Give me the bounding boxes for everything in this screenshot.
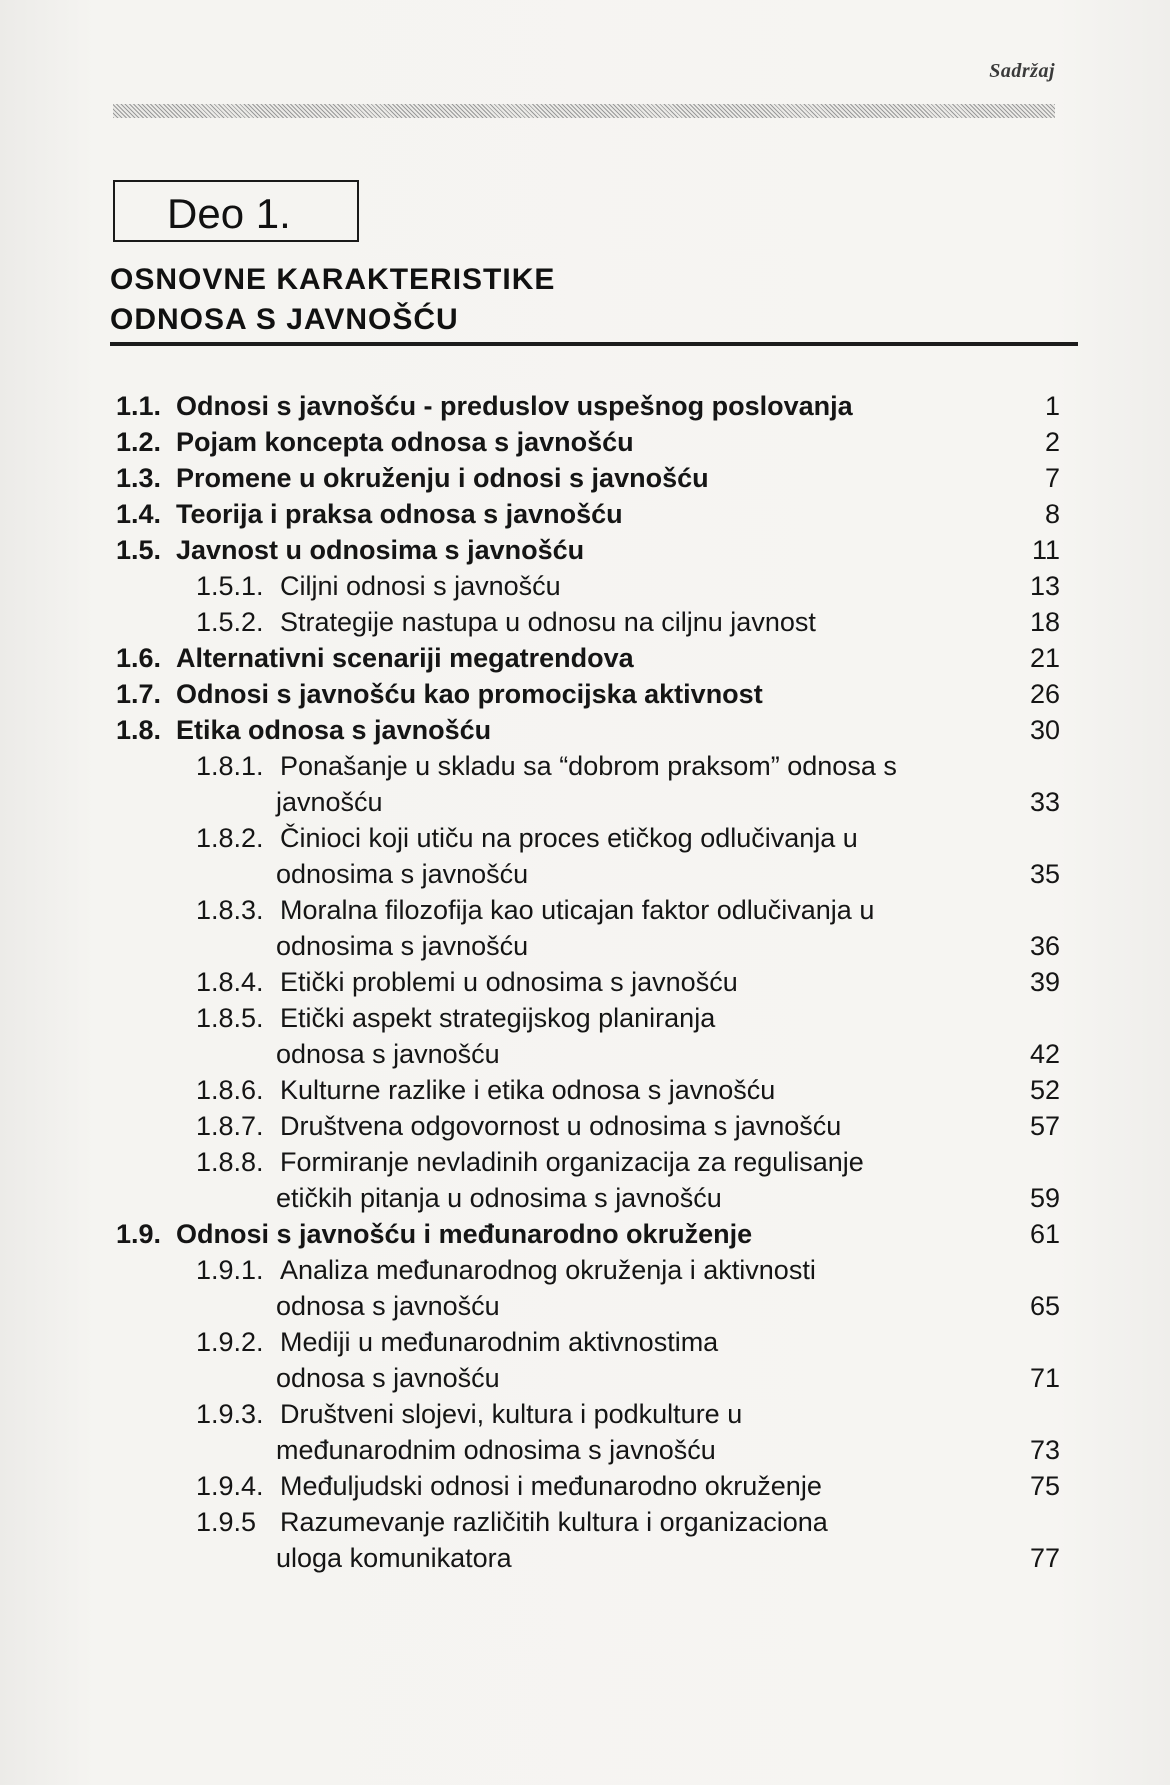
toc-title: Društvena odgovornost u odnosima s javnošću: [280, 1111, 842, 1141]
toc-page-number: 65: [1029, 1291, 1060, 1321]
toc-title: Javnost u odnosima s javnošću: [176, 535, 585, 565]
part-label: Deo 1.: [167, 190, 291, 237]
toc-title: Razumevanje različitih kultura i organizaciona: [280, 1507, 828, 1537]
toc-page-number: 2: [1044, 427, 1060, 457]
toc-entry: [116, 676, 1060, 712]
toc-number: 1.9.1.: [196, 1255, 264, 1285]
toc-page-number: 71: [1029, 1363, 1060, 1393]
toc-entry: [116, 1216, 1060, 1252]
toc-page-number: 59: [1029, 1183, 1060, 1213]
toc-title-continuation: uloga komunikatora: [276, 1543, 512, 1573]
toc-subentry: [196, 1252, 1060, 1324]
toc-subentry: [196, 1108, 1060, 1144]
toc-page-number: 36: [1029, 931, 1060, 961]
toc-title-continuation: odnosima s javnošću: [276, 931, 529, 961]
toc-title: Moralna filozofija kao uticajan faktor odlučivanja u: [280, 895, 875, 925]
toc-subentry: [196, 1144, 1060, 1216]
toc-number: 1.8.4.: [196, 967, 264, 997]
toc-subentry: [196, 1504, 1060, 1576]
toc-title: Odnosi s javnošću i međunarodno okruženje: [176, 1219, 753, 1249]
toc-page-number: 26: [1029, 679, 1060, 709]
toc-title-continuation: odnosa s javnošću: [276, 1291, 500, 1321]
toc-subentry: [196, 964, 1060, 1000]
toc-title: Alternativni scenariji megatrendova: [176, 643, 634, 673]
toc-page-number: 8: [1044, 499, 1060, 529]
toc-number: 1.9.2.: [196, 1327, 264, 1357]
toc-title-continuation: međunarodnim odnosima s javnošću: [276, 1435, 716, 1465]
toc-subentry: [196, 820, 1060, 892]
toc-page-number: 33: [1029, 787, 1060, 817]
toc-number: 1.8.5.: [196, 1003, 264, 1033]
toc-entry: [116, 388, 1060, 424]
toc-page-number: 52: [1029, 1075, 1060, 1105]
toc-title-continuation: odnosa s javnošću: [276, 1363, 500, 1393]
running-head: Sadržaj: [989, 60, 1055, 82]
toc-page-number: 61: [1029, 1219, 1060, 1249]
toc-number: 1.5.2.: [196, 607, 264, 637]
toc-page-number: 1: [1044, 391, 1060, 421]
toc-number: 1.4.: [116, 499, 162, 529]
toc-number: 1.8.7.: [196, 1111, 264, 1141]
toc-title: Kulturne razlike i etika odnosa s javnošću: [280, 1075, 776, 1105]
toc-title: Odnosi s javnošću - preduslov uspešnog poslovanja: [176, 391, 853, 421]
toc-title: Etički problemi u odnosima s javnošću: [280, 967, 738, 997]
toc-title: Etički aspekt strategijskog planiranja: [280, 1003, 716, 1033]
toc-page-number: 77: [1029, 1543, 1060, 1573]
toc-number: 1.9.4.: [196, 1471, 264, 1501]
toc-subentry: [196, 748, 1060, 820]
toc-page-number: 18: [1029, 607, 1060, 637]
toc-number: 1.5.1.: [196, 571, 264, 601]
toc-entry: [116, 532, 1060, 568]
toc-number: 1.8.2.: [196, 823, 264, 853]
toc-number: 1.8.6.: [196, 1075, 264, 1105]
toc-subentry: [196, 1072, 1060, 1108]
toc-title-continuation: odnosima s javnošću: [276, 859, 529, 889]
toc-page-number: 42: [1029, 1039, 1060, 1069]
toc-page-number: 21: [1029, 643, 1060, 673]
toc-page-number: 75: [1029, 1471, 1060, 1501]
toc-number: 1.8.1.: [196, 751, 264, 781]
part-title-line-1: OSNOVNE KARAKTERISTIKE: [110, 263, 556, 296]
toc-title: Etika odnosa s javnošću: [176, 715, 492, 745]
toc-number: 1.1.: [116, 391, 162, 421]
toc-title: Odnosi s javnošću kao promocijska aktivnost: [176, 679, 763, 709]
toc-title-continuation: javnošću: [276, 787, 383, 817]
toc-title: Formiranje nevladinih organizacija za regulisanje: [280, 1147, 864, 1177]
toc-entry: [116, 712, 1060, 748]
toc-entry: [116, 640, 1060, 676]
toc-subentry: [196, 1396, 1060, 1468]
toc-subentry: [196, 568, 1060, 604]
toc-title: Teorija i praksa odnosa s javnošću: [176, 499, 623, 529]
toc-number: 1.9.: [116, 1219, 162, 1249]
toc-entry: [116, 496, 1060, 532]
toc-page-number: 35: [1029, 859, 1060, 889]
toc-title: Društveni slojevi, kultura i podkulture u: [280, 1399, 743, 1429]
toc-number: 1.3.: [116, 463, 162, 493]
toc-title: Činioci koji utiču na proces etičkog odlučivanja u: [280, 823, 858, 853]
toc-title: Mediji u međunarodnim aktivnostima: [280, 1327, 719, 1357]
toc-number: 1.9.3.: [196, 1399, 264, 1429]
toc-title: Ciljni odnosi s javnošću: [280, 571, 561, 601]
toc-page-number: 30: [1029, 715, 1060, 745]
toc-title: Promene u okruženju i odnosi s javnošću: [176, 463, 709, 493]
toc-number: 1.9.5: [196, 1507, 257, 1537]
toc-entry: [116, 424, 1060, 460]
part-title-line-2: ODNOSA S JAVNOŠĆU: [110, 303, 459, 336]
toc-title-continuation: odnosa s javnošću: [276, 1039, 500, 1069]
toc-title: Pojam koncepta odnosa s javnošću: [176, 427, 634, 457]
toc-number: 1.8.: [116, 715, 162, 745]
toc-subentry: [196, 604, 1060, 640]
toc-title-continuation: etičkih pitanja u odnosima s javnošću: [276, 1183, 722, 1213]
toc-subentry: [196, 892, 1060, 964]
toc-page-number: 7: [1044, 463, 1060, 493]
toc-entry: [116, 460, 1060, 496]
toc-number: 1.8.8.: [196, 1147, 264, 1177]
toc-subentry: [196, 1000, 1060, 1072]
toc-number: 1.6.: [116, 643, 162, 673]
toc-title: Međuljudski odnosi i međunarodno okruženje: [280, 1471, 822, 1501]
toc-title: Strategije nastupa u odnosu na ciljnu javnost: [280, 607, 816, 637]
toc-page-number: 11: [1031, 535, 1060, 565]
toc-number: 1.8.3.: [196, 895, 264, 925]
toc-subentry: [196, 1468, 1060, 1504]
toc-title: Ponašanje u skladu sa “dobrom praksom” odnosa s: [280, 751, 897, 781]
toc-page-number: 73: [1029, 1435, 1060, 1465]
toc-number: 1.7.: [116, 679, 162, 709]
toc-page-number: 57: [1029, 1111, 1060, 1141]
toc-page-number: 39: [1029, 967, 1060, 997]
toc-title: Analiza međunarodnog okruženja i aktivnosti: [280, 1255, 816, 1285]
toc-number: 1.2.: [116, 427, 162, 457]
toc-number: 1.5.: [116, 535, 162, 565]
toc-subentry: [196, 1324, 1060, 1396]
toc-page-number: 13: [1029, 571, 1060, 601]
